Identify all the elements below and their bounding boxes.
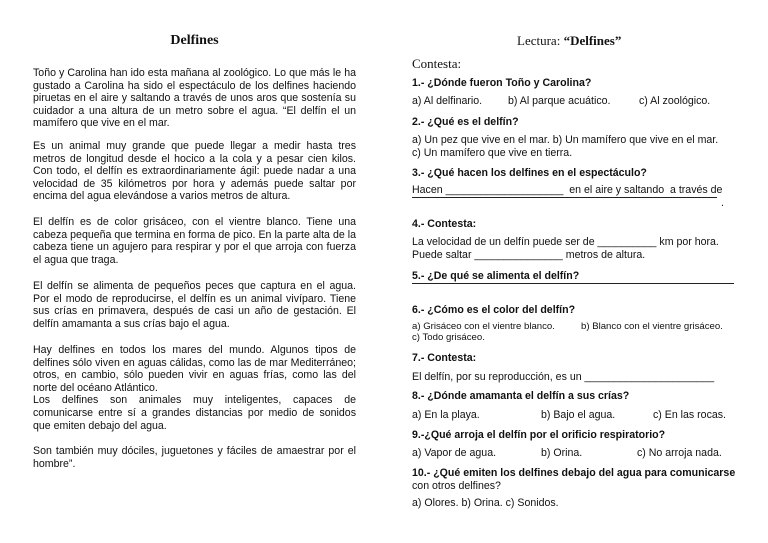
q3-line-end: . (721, 197, 724, 209)
paragraph-2: Es un animal muy grande que puede llegar a medir hasta tres metros de longitud desde el hocico a la cola y a pesar cien kilos. Con todo, el delfín es extraordinariamente ágil: puede nadar a una velocidad de 35 kilómetros por hora y además puede saltar por encima del agua elevándose a varios metros de altura. (33, 140, 356, 203)
question-4-text: 4.- Contesta: (412, 218, 477, 230)
q8-option-a: a) En la playa. (412, 409, 480, 421)
paragraph-4: El delfín se alimenta de pequeños peces que captura en el agua. Por el modo de reproducirse, el delfín es un animal vivíparo. Tiene sus crías en primavera, después de casi un año de gestación. El delfín amamanta a sus crías bajo el agua. (33, 280, 356, 330)
q6-option-c: c) Todo grisáceo. (412, 332, 485, 343)
paragraph-3: El delfín es de color grisáceo, con el vientre blanco. Tiene una cabeza pequeña que termina en forma de pico. En la parte alta de la cabeza tiene un agujero para respirar y por el que arroja con fuerza el agua que traga. (33, 216, 356, 266)
title-name: “Delfines” (563, 33, 622, 48)
contesta-heading: Contesta: (412, 56, 462, 71)
question-1-text: 1.- ¿Dónde fueron Toño y Carolina? (412, 77, 592, 89)
q1-option-b: b) Al parque acuático. (508, 95, 611, 107)
question-1 (412, 77, 742, 90)
question-2 (412, 116, 742, 129)
question-3 (412, 167, 742, 180)
question-10-rest: con otros delfines? (412, 479, 501, 492)
q7-line-1: El delfín, por su reproducción, es un ______________________ (412, 371, 715, 383)
q2-line-2: c) Un mamífero que vive en tierra. (412, 146, 573, 159)
question-5 (412, 270, 742, 283)
q9-option-a: a) Vapor de agua. (412, 447, 497, 459)
q8-option-b: b) Bajo el agua. (541, 409, 616, 421)
q5-answer-line (412, 283, 734, 284)
question-3-answers (412, 184, 742, 197)
question-7-text: 7.- Contesta: (412, 352, 477, 364)
q4-line-1: La velocidad de un delfín puede ser de __________ km por hora. (412, 236, 719, 248)
q3-blank-line (412, 197, 717, 198)
question-9-text: 9.-¿Qué arroja el delfín por el orificio respiratorio? (412, 429, 666, 441)
question-3-text: 3.- ¿Qué hacen los delfines en el espectáculo? (412, 167, 647, 179)
question-4-answers (412, 236, 742, 261)
q9-option-c: c) No arroja nada. (637, 447, 722, 459)
question-4 (412, 218, 742, 231)
q9-option-b: b) Orina. (541, 447, 583, 459)
paragraph-6: Son también muy dóciles, juguetones y fáciles de amaestrar por el hombre”. (33, 445, 356, 470)
question-6-text: 6.- ¿Cómo es el color del delfín? (412, 304, 576, 316)
question-7 (412, 352, 742, 365)
q6-option-b: b) Blanco con el vientre grisáceo. (581, 321, 723, 332)
question-2-answers (412, 134, 742, 159)
question-6 (412, 304, 742, 317)
worksheet-title (517, 33, 621, 49)
q2-line-1: a) Un pez que vive en el mar. b) Un mamífero que vive en el mar. (412, 134, 719, 146)
question-10-text: 10.- ¿Qué emiten los delfines debajo del agua para comunicarse (412, 467, 736, 479)
q6-option-a: a) Grisáceo con el vientre blanco. (412, 321, 555, 332)
question-5-text: 5.- ¿De qué se alimenta el delfín? (412, 270, 580, 282)
paragraph-5: Hay delfines en todos los mares del mundo. Algunos tipos de delfines sólo viven en aguas cálidas, como las de mar Mediterráneo; otros, en cambio, sólo pueden vivir en aguas frías, como las del norte del océano Atlántico. Los delfines son animales muy inteligentes, capaces de comunicarse entre sí a grandes distancias por medio de sonidos que emiten debajo del agua. (33, 344, 356, 432)
question-7-answers (412, 371, 742, 384)
question-8 (412, 390, 742, 403)
question-9 (412, 429, 742, 442)
q3-line-1: Hacen ____________________ en el aire y saltando a través de (412, 184, 723, 196)
q8-option-c: c) En las rocas. (653, 409, 727, 421)
q1-option-c: c) Al zoológico. (639, 95, 711, 107)
q4-line-2: Puede saltar _______________ metros de altura. (412, 248, 646, 261)
question-10-answers: a) Olores. b) Orina. c) Sonidos. (412, 497, 559, 509)
title-prefix: Lectura: (517, 33, 564, 48)
reading-title: Delfines (170, 33, 219, 48)
q1-option-a: a) Al delfinario. (412, 95, 483, 107)
paragraph-1: Toño y Carolina han ido esta mañana al zoológico. Lo que más le ha gustado a Carolina ha sido el espectáculo de los delfines haciendo piruetas en el aire y saltando a través de unos aros que sostenía su cuidador a una altura de un metro sobre el agua. “El delfín el un mamífero que vive en el mar. (33, 67, 356, 130)
question-8-text: 8.- ¿Dónde amamanta el delfín a sus crías? (412, 390, 630, 402)
question-10 (412, 467, 742, 492)
question-2-text: 2.- ¿Qué es el delfín? (412, 116, 519, 128)
